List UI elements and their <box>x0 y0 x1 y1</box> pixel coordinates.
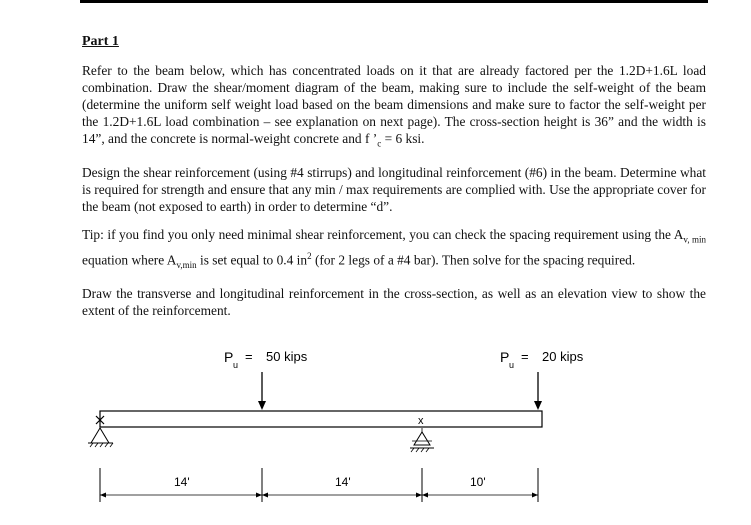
beam-body <box>100 411 542 427</box>
paragraph-tip: Tip: if you find you only need minimal shear reinforcement, you can check the spacing requirement using the $A_{v, min}$ equation where $A_{v,min}$ is set equal to 0.4 $in^2$ (for 2 legs of a #4 bar). Then solve for the spacing required. <box>82 226 706 271</box>
span-label-3: 10' <box>470 475 486 489</box>
load-2-symbol: P <box>500 349 510 365</box>
load-1-equals: = <box>245 349 253 364</box>
load-1-value: 50 kips <box>266 349 308 364</box>
roller-support <box>410 428 434 452</box>
support-x-mark: x <box>418 415 424 427</box>
load-2-subscript: u <box>509 360 515 370</box>
paragraph-design: Design the shear reinforcement (using #4 stirrups) and longitudinal reinforcement (#6) in the beam. Determine what is required for strength and ensure that any min / max requirements are complied with. Use the appropriate cover for the beam (not exposed to earth) in order to determine “d”. <box>82 164 706 214</box>
span-label-1: 14' <box>174 475 190 489</box>
paragraph-intro: Refer to the beam below, which has concentrated loads on it that are already factored per the 1.2D+1.6L load combination. Draw the shear/moment diagram of the beam, making sure to include the self-weight of the beam (determine the uniform self weight load based on the beam dimensions and make sure to factor the self-weight per the 1.2D+1.6L load combination – see explanation on next page). The cross-section height is 36” and the width is 14”, and the concrete is normal-weight concrete and f $’_c = 6$ ksi. <box>82 63 706 149</box>
load-1-arrow <box>258 372 266 410</box>
span-label-2: 14' <box>335 475 351 489</box>
paragraph-draw: Draw the transverse and longitudinal reinforcement in the cross-section, as well as an elevation view to show the extent of the reinforcement. <box>82 286 706 319</box>
part-title: Part 1 <box>82 34 119 49</box>
load-1-subscript: u <box>233 360 239 370</box>
load-2-arrow <box>534 372 542 410</box>
load-1-symbol: P <box>224 349 234 365</box>
load-2-value: 20 kips <box>542 349 584 364</box>
load-2-equals: = <box>521 349 529 364</box>
